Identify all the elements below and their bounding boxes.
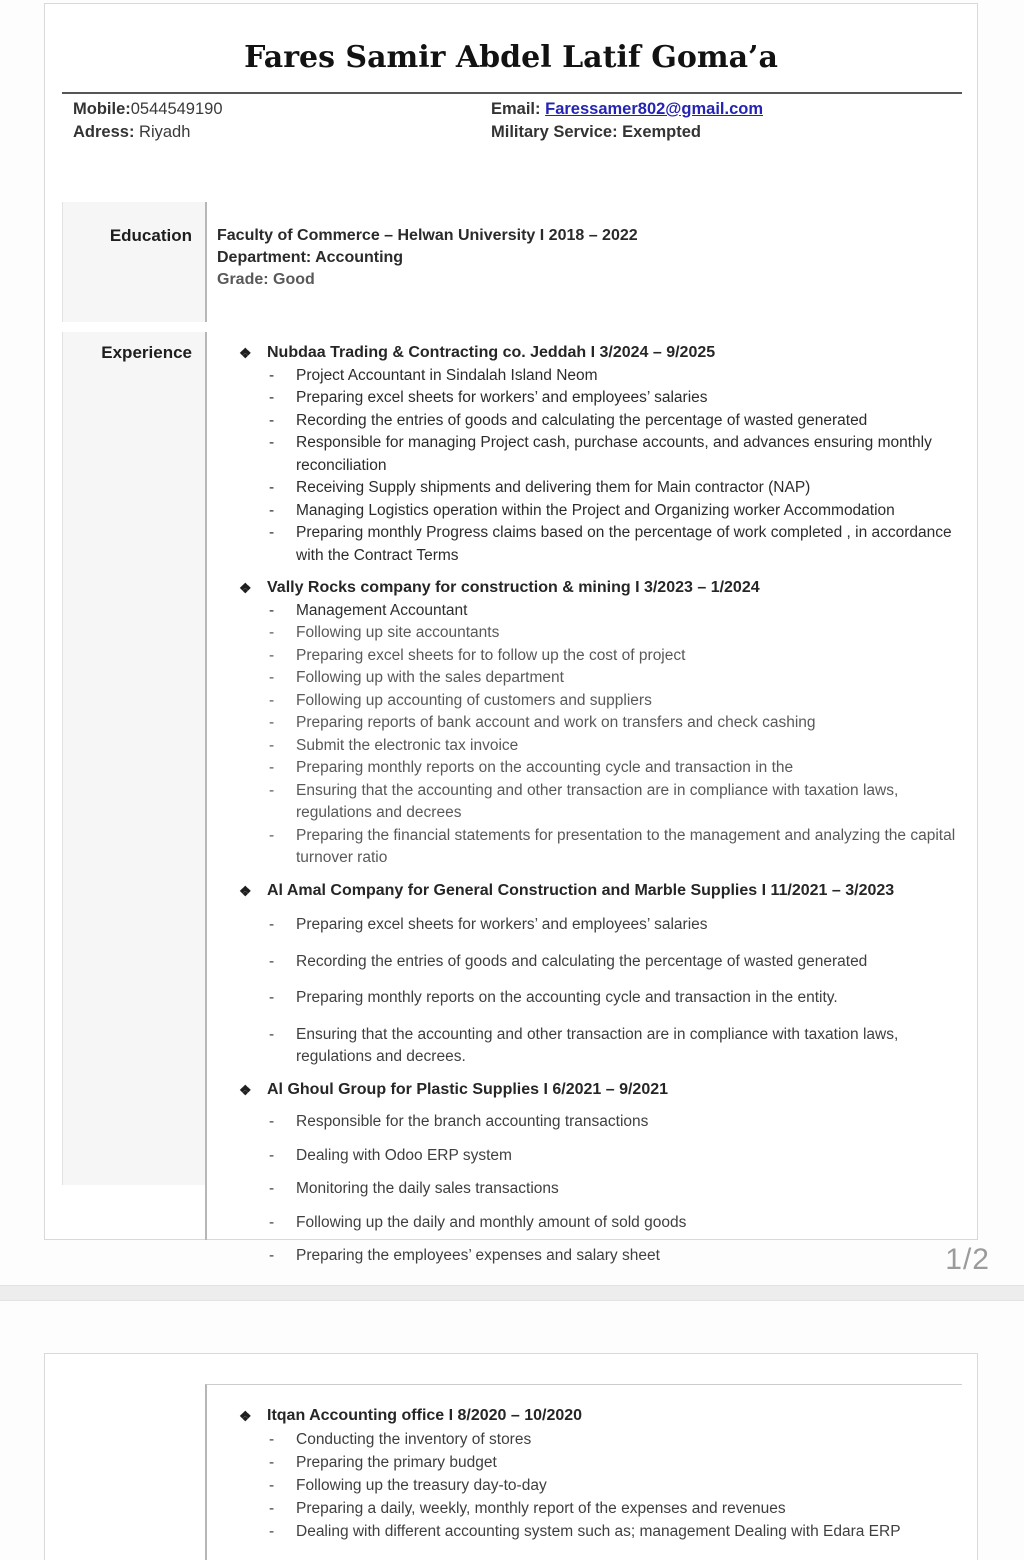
diamond-bullet-icon: ❖ bbox=[239, 345, 252, 361]
bullet-text: Preparing monthly reports on the accounting cycle and transaction in the bbox=[296, 759, 794, 776]
bullet-text: Preparing excel sheets for to follow up the cost of project bbox=[296, 646, 686, 664]
job-bullet bbox=[267, 690, 962, 713]
job-bullet bbox=[267, 1145, 962, 1168]
address-label: Adress: bbox=[73, 123, 135, 141]
bullet-text: Following up site accountants bbox=[296, 624, 500, 641]
education-section bbox=[62, 202, 962, 322]
dash-bullet-icon: - bbox=[269, 736, 275, 754]
dash-bullet-icon: - bbox=[269, 952, 275, 970]
job-bullet bbox=[267, 500, 962, 523]
mobile-label: Mobile: bbox=[73, 100, 131, 118]
experience-section-continued bbox=[62, 1384, 962, 1560]
education-content bbox=[205, 202, 962, 322]
dash-bullet-icon: - bbox=[269, 669, 275, 686]
bullet-text: Managing Logistics operation within the Project and Organizing worker Accommodation bbox=[296, 501, 895, 519]
bullet-text: Dealing with different accounting system such as; management Dealing with Edara ERP bbox=[296, 1522, 901, 1540]
bullet-text: Responsible for the branch accounting transactions bbox=[296, 1113, 649, 1130]
bullet-text: Recording the entries of goods and calculating the percentage of wasted generated bbox=[296, 411, 868, 429]
military-value: Exempted bbox=[622, 123, 702, 141]
dash-bullet-icon: - bbox=[269, 1522, 275, 1540]
dash-bullet-icon: - bbox=[269, 759, 275, 776]
dash-bullet-icon: - bbox=[269, 826, 275, 844]
dash-bullet-icon: - bbox=[269, 479, 275, 496]
diamond-bullet-icon: ❖ bbox=[239, 882, 252, 899]
page-separator bbox=[0, 1285, 1024, 1301]
contact-block-left bbox=[73, 98, 223, 144]
dash-bullet-icon: - bbox=[269, 1146, 275, 1164]
job-bullet bbox=[267, 387, 962, 410]
dash-bullet-icon: - bbox=[269, 1213, 275, 1231]
bullet-text: Following up with the sales department bbox=[296, 669, 564, 686]
job-entry bbox=[239, 880, 962, 1069]
dash-bullet-icon: - bbox=[269, 1180, 275, 1197]
bullet-text: Preparing the financial statements for presentation to the management and analyzing the capital turnover ratio bbox=[296, 826, 956, 866]
job-bullet bbox=[267, 757, 962, 780]
job-bullet bbox=[267, 645, 962, 668]
dash-bullet-icon: - bbox=[269, 781, 275, 799]
job-entry bbox=[239, 577, 962, 870]
job-bullet bbox=[267, 1428, 962, 1451]
dash-bullet-icon: - bbox=[269, 601, 275, 619]
job-entry bbox=[239, 1079, 962, 1268]
bullet-text: Ensuring that the accounting and other transaction are in compliance with taxation laws, regulations and decrees. bbox=[296, 1025, 899, 1065]
job-bullet bbox=[267, 1212, 962, 1235]
bullet-text: Preparing reports of bank account and work on transfers and check cashing bbox=[296, 714, 816, 731]
dash-bullet-icon: - bbox=[269, 434, 275, 451]
job-title: Al Amal Company for General Construction and Marble Supplies I 11/2021 – 3/2023 bbox=[267, 881, 895, 899]
dash-bullet-icon: - bbox=[269, 916, 275, 933]
job-title: Itqan Accounting office I 8/2020 – 10/2020 bbox=[267, 1407, 583, 1424]
dash-bullet-icon: - bbox=[269, 411, 275, 429]
email-line bbox=[491, 98, 763, 121]
bullet-text: Following up the daily and monthly amount of sold goods bbox=[296, 1213, 687, 1231]
dash-bullet-icon: - bbox=[269, 1453, 275, 1471]
bullet-text: Preparing excel sheets for workers’ and employees’ salaries bbox=[296, 389, 708, 406]
dash-bullet-icon: - bbox=[269, 524, 275, 541]
dash-bullet-icon: - bbox=[269, 691, 275, 709]
dash-bullet-icon: - bbox=[269, 989, 275, 1006]
dash-bullet-icon: - bbox=[269, 624, 275, 641]
bullet-text: Preparing the primary budget bbox=[296, 1453, 497, 1471]
education-grade: Grade: Good bbox=[217, 271, 315, 288]
job-bullet bbox=[267, 432, 962, 477]
job-bullet bbox=[267, 1497, 962, 1520]
address-line bbox=[73, 121, 223, 144]
dash-bullet-icon: - bbox=[269, 1247, 275, 1264]
dash-bullet-icon: - bbox=[269, 1430, 275, 1448]
job-bullet bbox=[267, 600, 962, 623]
diamond-bullet-icon: ❖ bbox=[239, 580, 252, 596]
bullet-text: Management Accountant bbox=[296, 601, 468, 619]
experience-section bbox=[62, 332, 962, 1264]
military-label: Military Service: bbox=[491, 123, 618, 141]
job-bullet bbox=[267, 667, 962, 690]
header-divider bbox=[62, 92, 962, 94]
job-bullet bbox=[267, 1474, 962, 1497]
job-bullet bbox=[267, 365, 962, 388]
mobile-line bbox=[73, 98, 223, 121]
job-bullet bbox=[267, 1451, 962, 1474]
dash-bullet-icon: - bbox=[269, 501, 275, 519]
job-title: Al Ghoul Group for Plastic Supplies I 6/2021 – 9/2021 bbox=[267, 1080, 669, 1098]
bullet-text: Project Accountant in Sindalah Island Neom bbox=[296, 366, 598, 384]
job-bullet bbox=[267, 712, 962, 735]
job-bullet bbox=[267, 1178, 962, 1201]
bullet-text: Receiving Supply shipments and delivering them for Main contractor (NAP) bbox=[296, 479, 811, 496]
email-link[interactable]: Faressamer802@gmail.com bbox=[545, 100, 764, 118]
dash-bullet-icon: - bbox=[269, 366, 275, 384]
job-bullet bbox=[267, 735, 962, 758]
education-section-label: Education bbox=[109, 226, 192, 245]
diamond-bullet-icon: ❖ bbox=[239, 1081, 252, 1098]
job-bullet bbox=[267, 477, 962, 500]
contact-block-right bbox=[491, 98, 763, 144]
job-bullet bbox=[267, 1111, 962, 1134]
bullet-text: Preparing excel sheets for workers’ and employees’ salaries bbox=[296, 916, 708, 933]
dash-bullet-icon: - bbox=[269, 646, 275, 664]
job-bullet bbox=[267, 1245, 962, 1268]
job-bullet bbox=[267, 522, 962, 567]
bullet-text: Submit the electronic tax invoice bbox=[296, 736, 519, 754]
dash-bullet-icon: - bbox=[269, 389, 275, 406]
bullet-text: Following up accounting of customers and suppliers bbox=[296, 691, 652, 709]
job-title: Vally Rocks company for construction & mining I 3/2023 – 1/2024 bbox=[267, 579, 760, 596]
military-line bbox=[491, 121, 763, 144]
resume-page-1 bbox=[44, 3, 978, 1264]
bullet-text: Preparing monthly Progress claims based on the percentage of work completed , in accordance with the Contract Terms bbox=[296, 524, 952, 564]
job-entry bbox=[239, 342, 962, 567]
bullet-text: Dealing with Odoo ERP system bbox=[296, 1146, 512, 1164]
address-value: Riyadh bbox=[139, 123, 191, 141]
dash-bullet-icon: - bbox=[269, 714, 275, 731]
job-bullet bbox=[267, 825, 962, 870]
job-bullet bbox=[267, 951, 962, 974]
dash-bullet-icon: - bbox=[269, 1476, 275, 1494]
bullet-text: Monitoring the daily sales transactions bbox=[296, 1180, 559, 1197]
education-department: Department: Accounting bbox=[217, 249, 404, 266]
dash-bullet-icon: - bbox=[269, 1025, 275, 1043]
bullet-text: Recording the entries of goods and calculating the percentage of wasted generated bbox=[296, 952, 868, 970]
job-bullet bbox=[267, 987, 962, 1010]
job-bullet bbox=[267, 780, 962, 825]
bullet-text: Conducting the inventory of stores bbox=[296, 1430, 532, 1448]
bullet-text: Ensuring that the accounting and other transaction are in compliance with taxation laws, regulations and decrees bbox=[296, 781, 899, 821]
dash-bullet-icon: - bbox=[269, 1113, 275, 1130]
resume-page-2 bbox=[44, 1353, 978, 1560]
bullet-text: Responsible for managing Project cash, purchase accounts, and advances ensuring monthly reconciliation bbox=[296, 434, 932, 474]
job-bullet bbox=[267, 410, 962, 433]
experience-jobs-list bbox=[207, 342, 962, 1268]
page-number-indicator: 1/2 bbox=[945, 1243, 990, 1276]
experience-label-cell bbox=[62, 332, 205, 1185]
experience-section-label: Experience bbox=[101, 343, 192, 362]
education-degree: Faculty of Commerce – Helwan University I 2018 – 2022 bbox=[217, 227, 638, 244]
job-bullet bbox=[267, 914, 962, 937]
bullet-text: Preparing a daily, weekly, monthly report of the expenses and revenues bbox=[296, 1499, 786, 1517]
job-entry bbox=[239, 1405, 962, 1543]
bullet-text: Preparing monthly reports on the accounting cycle and transaction in the entity. bbox=[296, 989, 838, 1006]
experience-label-cell-empty bbox=[62, 1384, 205, 1560]
page-title: Fares Samir Abdel Latif Goma’a bbox=[244, 40, 778, 75]
dash-bullet-icon: - bbox=[269, 1499, 275, 1517]
diamond-bullet-icon: ❖ bbox=[239, 1408, 252, 1424]
bullet-text: Following up the treasury day-to-day bbox=[296, 1476, 547, 1494]
experience-jobs-list-page2 bbox=[207, 1405, 962, 1543]
job-title: Nubdaa Trading & Contracting co. Jeddah I 3/2024 – 9/2025 bbox=[267, 344, 716, 361]
email-label: Email: bbox=[491, 100, 541, 118]
experience-content bbox=[205, 332, 962, 1264]
job-bullet bbox=[267, 1024, 962, 1069]
mobile-value: 0544549190 bbox=[130, 100, 223, 118]
job-bullet bbox=[267, 622, 962, 645]
bullet-text: Preparing the employees’ expenses and salary sheet bbox=[296, 1247, 660, 1264]
experience-content-continued bbox=[205, 1384, 962, 1560]
education-label-cell bbox=[62, 202, 205, 322]
job-bullet bbox=[267, 1520, 962, 1543]
